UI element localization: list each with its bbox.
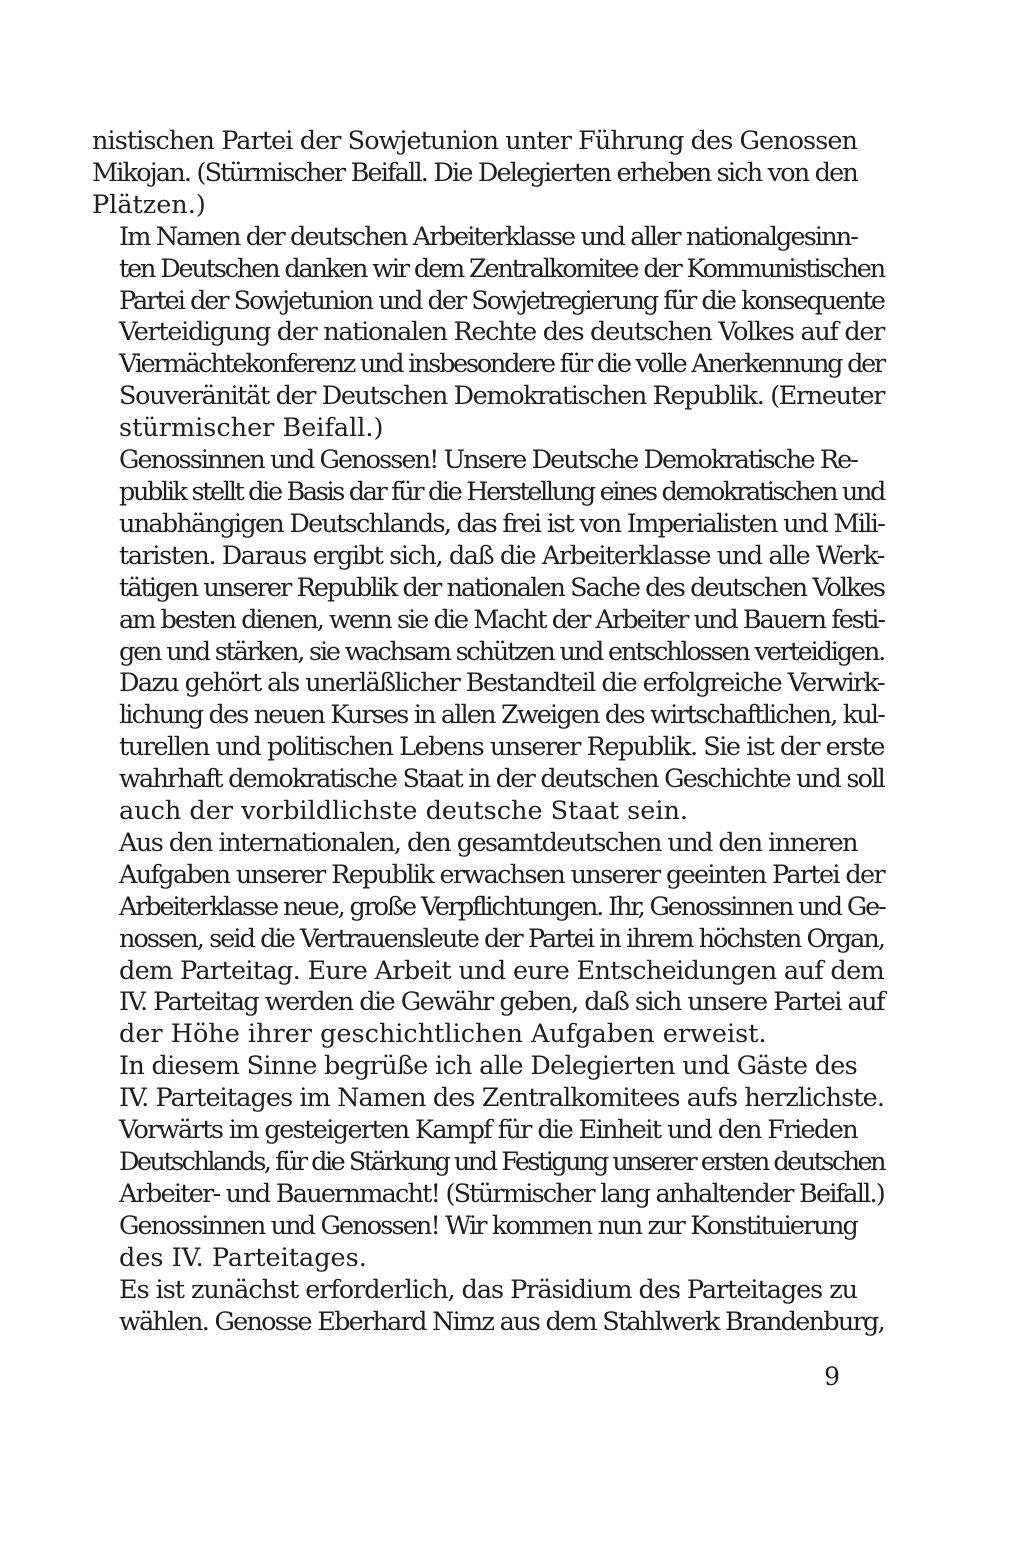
text-line: nossen, seid die Vertrauensleute der Partei in ihrem höchsten Organ,	[119, 923, 884, 954]
text-line: wählen. Genosse Eberhard Nimz aus dem Stahlwerk Brandenburg,	[119, 1306, 884, 1337]
paragraph	[92, 1211, 857, 1275]
text-line: gen und stärken, sie wachsam schützen und entschlossen verteidigen.	[119, 636, 884, 667]
text-line: stürmischer Beifall.)	[119, 413, 384, 444]
text-line: Viermächtekonferenz und insbesondere für die volle Anerkennung der	[119, 349, 884, 380]
paragraph	[92, 827, 885, 1051]
text-line: nistischen Partei der Sowjetunion unter Führung des Genossen	[92, 126, 858, 156]
page-number: 9	[824, 1362, 840, 1391]
text-line: Genossinnen und Genossen! Wir kommen nun zur Konstituierung	[119, 1210, 857, 1241]
text-line: dem Parteitag. Eure Arbeit und eure Entscheidungen auf dem	[119, 955, 884, 986]
text-line: Deutschlands, für die Stärkung und Festigung unserer ersten deutschen	[119, 1147, 885, 1177]
paragraph	[92, 1274, 884, 1339]
paragraph	[92, 1051, 885, 1115]
text-line: taristen. Daraus ergibt sich, daß die Arbeiterklasse und alle Werk-	[119, 540, 885, 571]
text-line: des IV. Parteitages.	[119, 1242, 367, 1273]
text-line: publik stellt die Basis dar für die Herstellung eines demokratischen und	[119, 476, 885, 507]
text-line: Aus den internationalen, den gesamtdeutschen und den inneren	[119, 827, 858, 858]
text-line: ten Deutschen danken wir dem Zentralkomitee der Kommunistischen	[119, 253, 885, 284]
text-line: am besten dienen, wenn sie die Macht der Arbeiter und Bauern festi-	[119, 604, 885, 635]
text-line: IV. Parteitages im Namen des Zentralkomitees aufs herzlichste.	[119, 1083, 885, 1114]
text-line: Plätzen.)	[92, 189, 206, 220]
paragraph	[92, 1115, 885, 1211]
text-line: Aufgaben unserer Republik erwachsen unserer geeinten Partei der	[119, 859, 884, 890]
text-line: der Höhe ihrer geschichtlichen Aufgaben erweist.	[119, 1019, 767, 1050]
text-line: lichung des neuen Kurses in allen Zweigen des wirtschaftlichen, kul-	[119, 700, 884, 731]
text-line: Mikojan. (Stürmischer Beifall. Die Delegierten erheben sich von den	[92, 157, 858, 188]
text-line: auch der vorbildlichste deutsche Staat sein.	[119, 796, 689, 827]
text-line: turellen und politischen Lebens unserer Republik. Sie ist der erste	[119, 732, 885, 763]
paragraph	[92, 445, 885, 828]
text-line: Souveränität der Deutschen Demokratischen Republik. (Erneuter	[119, 381, 885, 412]
paragraph	[92, 221, 885, 445]
text-line: wahrhaft demokratische Staat in der deutschen Geschichte und soll	[119, 764, 885, 795]
body-text	[92, 126, 885, 1338]
text-line: Verteidigung der nationalen Rechte des deutschen Volkes auf der	[119, 317, 885, 348]
text-line: Arbeiterklasse neue, große Verpflichtungen. Ihr, Genossinnen und Ge-	[119, 891, 885, 922]
text-line: tätigen unserer Republik der nationalen Sache des deutschen Volkes	[119, 572, 885, 603]
text-line: Dazu gehört als unerläßlicher Bestandteil die erfolgreiche Verwirk-	[119, 668, 884, 699]
text-line: unabhängigen Deutschlands, das frei ist von Imperialisten und Mili-	[119, 508, 884, 539]
text-line: In diesem Sinne begrüße ich alle Delegierten und Gäste des	[119, 1051, 858, 1082]
text-line: Im Namen der deutschen Arbeiterklasse und aller nationalgesinn-	[119, 221, 858, 252]
text-line: IV. Parteitag werden die Gewähr geben, daß sich unsere Partei auf	[119, 987, 885, 1018]
paragraph	[92, 126, 857, 222]
text-line: Genossinnen und Genossen! Unsere Deutsche Demokratische Re-	[119, 445, 858, 476]
text-line: Vorwärts im gesteigerten Kampf für die Einheit und den Frieden	[119, 1115, 858, 1146]
text-line: Arbeiter- und Bauernmacht! (Stürmischer lang anhaltender Beifall.)	[119, 1178, 884, 1209]
text-line: Es ist zunächst erforderlich, das Präsidium des Parteitages zu	[119, 1274, 858, 1305]
text-line: Partei der Sowjetunion und der Sowjetregierung für die konsequente	[119, 285, 884, 316]
